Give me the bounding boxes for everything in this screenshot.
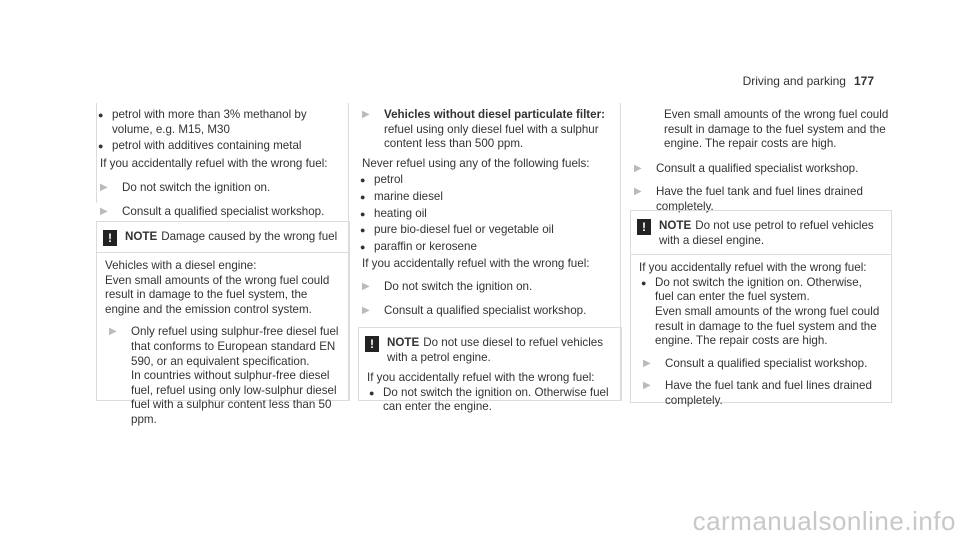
- play-icon: ▶: [362, 280, 370, 292]
- warning-icon: !: [365, 336, 379, 352]
- fuel-item: ● paraffin or kerosene: [360, 239, 477, 253]
- action-step: ▶ Have the fuel tank and fuel lines drained completely.: [639, 379, 883, 408]
- column-1: [96, 108, 348, 220]
- note-box: [630, 210, 892, 407]
- note-box: [358, 327, 622, 414]
- play-icon: ▶: [109, 326, 117, 338]
- note-header: [97, 222, 349, 252]
- fuel-item: ● heating oil: [360, 206, 427, 220]
- note-label: NOTE: [125, 230, 158, 243]
- wrong-fuel-intro: If you accidentally refuel with the wrong fuel:: [100, 156, 328, 170]
- note-title: Do not use diesel to refuel vehicles with a petrol engine.: [387, 336, 604, 364]
- note-title: Do not use petrol to refuel vehicles with a diesel engine.: [659, 219, 874, 247]
- section-title: Driving and parking: [742, 74, 846, 88]
- play-icon: ▶: [100, 205, 108, 217]
- warning-icon: !: [637, 219, 651, 235]
- page-header: [743, 74, 874, 89]
- column-2: ▶ Vehicles without diesel particulate filter: refuel using only diesel fuel with a sulphur content less than 500 ppm. Never refuel using any of the following fuels: ● petrol ● marine diesel ● heating oil ● pure bio-diesel fuel or vegetable oil ● paraffin or kerosene If you accidentally refuel with the wrong fuel: ▶ Do not switch the ignition on. ▶ Consult a qualified specialist workshop.: [358, 108, 620, 318]
- page-number: 177: [853, 74, 874, 88]
- bullet-icon: ●: [641, 277, 647, 288]
- note-label: NOTE: [387, 336, 420, 349]
- action-step: ▶ Only refuel using sulphur-free diesel fuel that conforms to European standard EN 590, or an equivalent specification. In countries without sulphur-free diesel fuel, refuel using only low-sulphur diesel fuel with a sulphur content less than 50 ppm.: [105, 325, 341, 427]
- action-step: ▶ Have the fuel tank and fuel lines drained completely.: [630, 185, 890, 214]
- play-icon: ▶: [634, 162, 642, 174]
- bullet-icon: ●: [98, 141, 104, 152]
- action-step: ▶ Consult a qualified specialist workshop.: [96, 205, 348, 220]
- bullet-icon: ●: [360, 175, 366, 186]
- play-icon: ▶: [100, 182, 108, 194]
- warning-icon: !: [103, 230, 117, 246]
- play-icon: ▶: [643, 357, 651, 369]
- bullet-icon: ●: [98, 110, 104, 120]
- fuel-item: ● marine diesel: [360, 189, 443, 203]
- note-body: Vehicles with a diesel engine: Even small amounts of the wrong fuel could result in damage to the fuel system, the engine and the emission control system. ▶ Only refuel using sulphur-free diesel fuel that conforms to European standard EN 590, or an equivalent specification. In countries without sulphur-free diesel fuel, refuel using only low-sulphur diesel fuel with a sulphur content less than 50 ppm.: [97, 252, 349, 434]
- list-item: ● Do not switch the ignition on. Otherwise, fuel can enter the fuel system. Even small amounts of the wrong fuel could result in damage to the fuel system and the engine. The repair costs are high.: [641, 275, 880, 348]
- note-body: If you accidentally refuel with the wrong fuel: ● Do not switch the ignition on. Otherwise, fuel can enter the fuel system. Even small amounts of the wrong fuel could result in damage to the fuel system and the engine. The repair costs are high. ▶ Consult a qualified specialist workshop. ▶ Have the fuel tank and fuel lines drained completely.: [631, 254, 891, 414]
- note-label: NOTE: [659, 219, 692, 232]
- play-icon: ▶: [634, 186, 642, 198]
- note-header: [631, 211, 891, 254]
- note-body: If you accidentally refuel with the wrong fuel: ● Do not switch the ignition on. Otherwise fuel can enter the engine.: [359, 371, 621, 421]
- bullet-icon: ●: [360, 225, 366, 236]
- list-item: ● petrol with additives containing metal: [98, 139, 302, 153]
- bullet-icon: ●: [360, 191, 366, 202]
- note-header: [359, 328, 621, 371]
- list-item: ● Do not switch the ignition on. Otherwise fuel can enter the engine.: [369, 385, 609, 414]
- play-icon: ▶: [362, 304, 370, 316]
- bullet-icon: ●: [369, 387, 375, 398]
- watermark: carmanualsonline.info: [692, 506, 956, 536]
- note-box: [96, 221, 350, 426]
- fuel-item: ● petrol: [360, 173, 404, 187]
- bullet-icon: ●: [360, 208, 366, 219]
- action-step: ▶ Do not switch the ignition on.: [358, 280, 620, 295]
- play-icon: ▶: [362, 109, 370, 120]
- action-step: ▶ Consult a qualified specialist workshop.: [358, 304, 620, 319]
- action-step: ▶ Consult a qualified specialist workshop.: [639, 357, 883, 372]
- play-icon: ▶: [643, 380, 651, 392]
- action-step: ▶ Do not switch the ignition on.: [96, 181, 348, 196]
- note-title: Damage caused by the wrong fuel: [161, 230, 338, 243]
- bullet-icon: ●: [360, 241, 366, 252]
- fuel-item: ● pure bio-diesel fuel or vegetable oil: [360, 223, 554, 237]
- action-step: ▶ Consult a qualified specialist workshop.: [630, 162, 890, 177]
- action-step: ▶ Vehicles without diesel particulate filter: refuel using only diesel fuel with a sulphur content less than 500 ppm.: [358, 108, 620, 152]
- column-3: Even small amounts of the wrong fuel could result in damage to the fuel system and the engine. The repair costs are high. ▶ Consult a qualified specialist workshop. ▶ Have the fuel tank and fuel lines drained completely.: [630, 108, 890, 215]
- list-item: ● petrol with more than 3% methanol by volume, e.g. M15, M30: [98, 108, 307, 136]
